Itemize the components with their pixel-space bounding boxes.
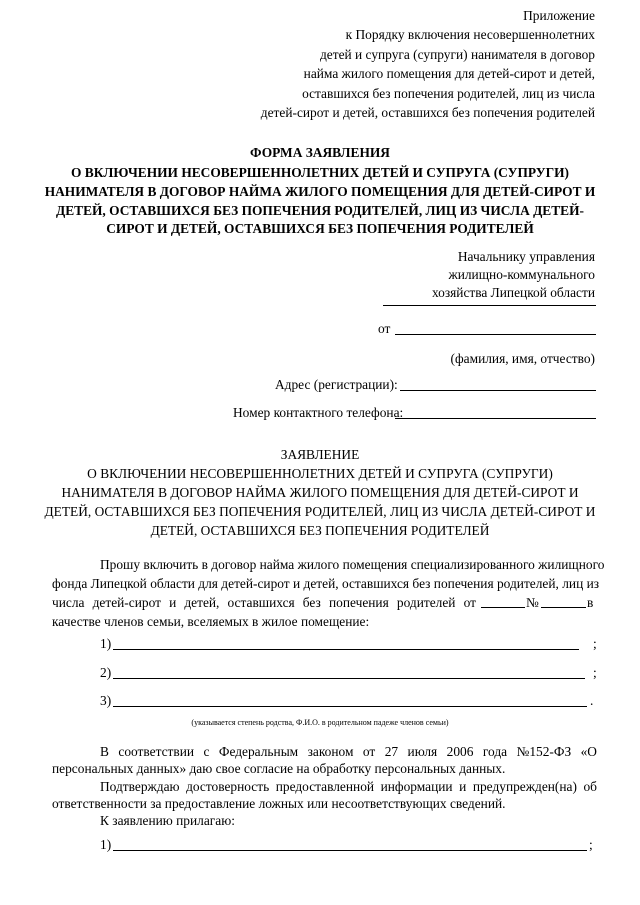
request-word: детей-сирот	[92, 595, 161, 610]
consent-word: соответствии	[118, 744, 195, 759]
confirm-word: информации	[380, 779, 453, 794]
member-number: 3)	[100, 693, 112, 708]
contract-date-field[interactable]	[481, 607, 525, 608]
member-end: .	[590, 693, 594, 708]
appendix-line: оставшихся без попечения родителей, лиц из числа	[302, 86, 595, 101]
request-word: родителей	[396, 595, 456, 610]
attachment-field[interactable]	[113, 850, 587, 851]
form-title-line: ФОРМА ЗАЯВЛЕНИЯ	[250, 145, 390, 160]
member-field[interactable]	[113, 678, 585, 679]
confirm-word: Подтверждаю	[100, 779, 180, 794]
request-line-3-tail: в	[587, 595, 594, 610]
statement-title-line: ДЕТЕЙ, ОСТАВШИХСЯ БЕЗ ПОПЕЧЕНИЯ РОДИТЕЛЕЙ, ЛИЦ ИЗ ЧИСЛА ДЕТЕЙ-СИРОТ И	[44, 504, 596, 519]
consent-line: персональных данных» даю свое согласие на обработку персональных данных.	[52, 761, 506, 776]
appendix-line: Приложение	[523, 8, 595, 23]
confirm-line: ответственности за предоставление ложных или несоответствующих сведений.	[52, 796, 506, 811]
phone-field[interactable]	[395, 418, 596, 419]
confirm-word: предупрежден(на)	[472, 779, 577, 794]
appendix-line: к Порядку включения несовершеннолетних	[345, 27, 595, 42]
number-sign: №	[526, 595, 539, 610]
consent-word: Федеральным	[218, 744, 299, 759]
request-word: оставшихся	[227, 595, 295, 610]
consent-word: с	[203, 744, 210, 759]
member-end: ;	[593, 636, 597, 651]
request-word: числа	[52, 595, 85, 610]
addressee-line: хозяйства Липецкой области	[431, 285, 595, 300]
request-word: детей,	[184, 595, 220, 610]
consent-word: №152-ФЗ	[516, 744, 572, 759]
confirm-word: достоверность	[186, 779, 270, 794]
member-number: 2)	[100, 665, 112, 680]
confirm-line-1	[100, 780, 597, 793]
appendix-line: найма жилого помещения для детей-сирот и детей,	[303, 66, 595, 81]
address-field[interactable]	[400, 390, 596, 391]
phone-label: Номер контактного телефона:	[233, 405, 404, 420]
addressee-line: жилищно-коммунального	[448, 267, 595, 282]
appendix-line: детей и супруга (супруги) нанимателя в договор	[319, 47, 595, 62]
form-title-line: СИРОТ И ДЕТЕЙ, ОСТАВШИХСЯ БЕЗ ПОПЕЧЕНИЯ РОДИТЕЛЕЙ	[106, 221, 534, 236]
request-word: попечения	[328, 595, 389, 610]
addressee-line: Начальнику управления	[457, 249, 595, 264]
statement-title-line: НАНИМАТЕЛЯ В ДОГОВОР НАЙМА ЖИЛОГО ПОМЕЩЕНИЯ ДЛЯ ДЕТЕЙ-СИРОТ И	[61, 485, 579, 500]
member-field[interactable]	[113, 649, 579, 650]
consent-word: 27	[384, 744, 399, 759]
appendix-line: детей-сирот и детей, оставшихся без попечения родителей	[260, 105, 595, 120]
from-name-field[interactable]	[395, 334, 596, 335]
statement-title-line: ЗАЯВЛЕНИЕ	[280, 447, 360, 462]
addressee-blank-line[interactable]	[383, 305, 596, 306]
members-hint: (указывается степень родства, Ф.И.О. в родительном падеже членов семьи)	[191, 718, 449, 727]
statement-title-line: О ВКЛЮЧЕНИИ НЕСОВЕРШЕННОЛЕТНИХ ДЕТЕЙ И СУПРУГА (СУПРУГИ)	[87, 466, 553, 481]
request-line-3	[52, 596, 476, 609]
consent-line-1	[100, 745, 597, 758]
member-field[interactable]	[113, 706, 587, 707]
request-word: от	[463, 595, 476, 610]
confirm-word: и	[459, 779, 467, 794]
from-label: от	[378, 321, 391, 336]
request-line: Прошу включить в договор найма жилого помещения специализированного жилищного	[100, 557, 605, 572]
request-word: и	[169, 595, 177, 610]
request-word: без	[302, 595, 321, 610]
attachments-label: К заявлению прилагаю:	[100, 813, 235, 828]
request-line: качестве членов семьи, вселяемых в жилое помещение:	[52, 614, 370, 629]
consent-word: года	[482, 744, 508, 759]
attachment-number: 1)	[100, 837, 112, 852]
confirm-word: предоставленной	[275, 779, 375, 794]
form-title-line: О ВКЛЮЧЕНИИ НЕСОВЕРШЕННОЛЕТНИХ ДЕТЕЙ И СУПРУГА (СУПРУГИ)	[71, 165, 569, 180]
statement-title-line: ДЕТЕЙ, ОСТАВШИХСЯ БЕЗ ПОПЕЧЕНИЯ РОДИТЕЛЕЙ	[150, 523, 490, 538]
request-line: фонда Липецкой области для детей-сирот и детей, оставшихся без попечения родителей, лиц из	[52, 576, 600, 591]
consent-word: В	[100, 744, 109, 759]
contract-number-field[interactable]	[541, 607, 586, 608]
consent-word: 2006	[446, 744, 474, 759]
attachment-end: ;	[589, 837, 593, 852]
member-number: 1)	[100, 636, 112, 651]
member-end: ;	[593, 665, 597, 680]
consent-word: от	[362, 744, 376, 759]
form-title-line: ДЕТЕЙ, ОСТАВШИХСЯ БЕЗ ПОПЕЧЕНИЯ РОДИТЕЛЕЙ, ЛИЦ ИЗ ЧИСЛА ДЕТЕЙ-	[56, 203, 584, 218]
form-title-line: НАНИМАТЕЛЯ В ДОГОВОР НАЙМА ЖИЛОГО ПОМЕЩЕНИЯ ДЛЯ ДЕТЕЙ-СИРОТ И	[44, 184, 596, 199]
consent-word: «О	[580, 744, 597, 759]
fio-hint: (фамилия, имя, отчество)	[450, 351, 595, 366]
consent-word: июля	[407, 744, 438, 759]
consent-word: законом	[307, 744, 354, 759]
address-label: Адрес (регистрации):	[275, 377, 398, 392]
confirm-word: об	[583, 779, 597, 794]
